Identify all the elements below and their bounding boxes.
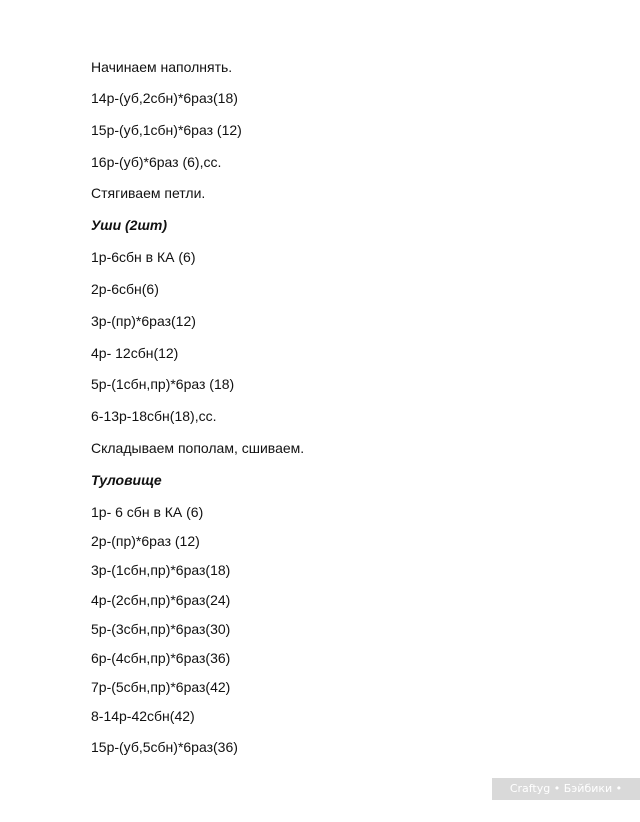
text-line: 5р-(1сбн,пр)*6раз (18) bbox=[91, 376, 235, 392]
text-line: 16р-(уб)*6раз (6),сс. bbox=[91, 154, 222, 170]
text-line: 6-13р-18сбн(18),сс. bbox=[91, 408, 217, 424]
text-line: 5р-(3сбн,пр)*6раз(30) bbox=[91, 621, 231, 637]
text-line: 3р-(пр)*6раз(12) bbox=[91, 313, 196, 329]
text-line: Начинаем наполнять. bbox=[91, 59, 233, 75]
text-line: 4р- 12сбн(12) bbox=[91, 345, 179, 361]
text-line: 2р-6сбн(6) bbox=[91, 281, 159, 297]
text-line: 8-14р-42сбн(42) bbox=[91, 708, 195, 724]
site-watermark: Craftyg • Бэйбики • babiki.ru bbox=[492, 778, 640, 800]
section-heading-body: Туловище bbox=[91, 472, 162, 488]
text-line: 3р-(1сбн,пр)*6раз(18) bbox=[91, 562, 231, 578]
text-line: 1р- 6 сбн в КА (6) bbox=[91, 504, 204, 520]
text-line: 6р-(4сбн,пр)*6раз(36) bbox=[91, 650, 231, 666]
text-line: 4р-(2сбн,пр)*6раз(24) bbox=[91, 592, 231, 608]
section-heading-ears: Уши (2шт) bbox=[91, 217, 168, 233]
text-line: 15р-(уб,1сбн)*6раз (12) bbox=[91, 122, 242, 138]
text-line: 7р-(5сбн,пр)*6раз(42) bbox=[91, 679, 231, 695]
text-line: Складываем пополам, сшиваем. bbox=[91, 440, 305, 456]
text-line: Стягиваем петли. bbox=[91, 185, 206, 201]
text-line: 1р-6сбн в КА (6) bbox=[91, 249, 196, 265]
text-line: 14р-(уб,2сбн)*6раз(18) bbox=[91, 90, 238, 106]
text-line: 2р-(пр)*6раз (12) bbox=[91, 533, 200, 549]
text-line: 15р-(уб,5сбн)*6раз(36) bbox=[91, 739, 238, 755]
